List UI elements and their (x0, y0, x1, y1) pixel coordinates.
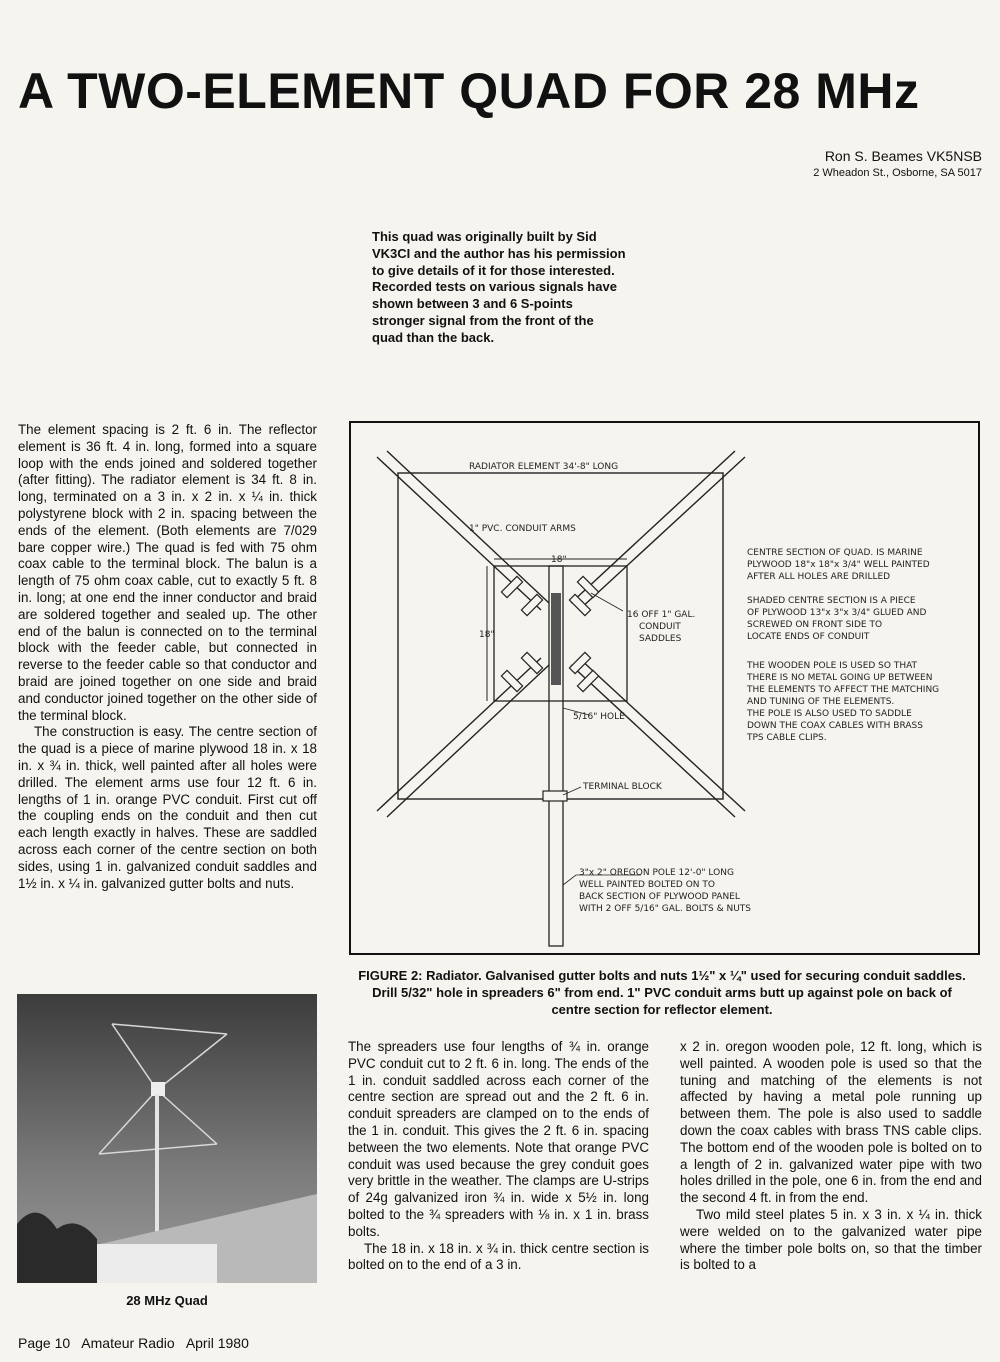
note-line: THERE IS NO METAL GOING UP BETWEEN (747, 673, 933, 683)
paragraph: x 2 in. oregon wooden pole, 12 ft. long, which is well painted. A wooden pole is used so that the tuning and matching of the elements is not affected by having a metal pole running up between them. The pole is also used to saddle down the coax cables with brass TNS cable clips. The bottom end of the wooden pole is bolted on to a length of 2 in. galvanized water pipe with two holes drilled in the pole, one 6 in. from the end and the second 4 ft. in from the end. (680, 1039, 982, 1206)
photo-image (17, 994, 317, 1283)
conduit-saddles (501, 576, 598, 691)
page-number: Page 10 (18, 1335, 71, 1351)
note-line: WITH 2 OFF 5/16" GAL. BOLTS & NUTS (579, 904, 751, 914)
quad-diagram (351, 423, 982, 957)
note-line: CENTRE SECTION OF QUAD. IS MARINE (747, 548, 923, 558)
label-radiator: RADIATOR ELEMENT 34'-8" LONG (469, 462, 619, 472)
note-line: AFTER ALL HOLES ARE DRILLED (747, 572, 891, 582)
note-line: THE POLE IS ALSO USED TO SADDLE (747, 709, 912, 719)
note-line: LOCATE ENDS OF CONDUIT (747, 632, 870, 642)
antenna-photo (17, 994, 317, 1283)
label-hole: 5/16" HOLE (573, 712, 625, 722)
note-centre-section (747, 548, 930, 582)
body-column-1 (18, 422, 317, 892)
note-line: THE WOODEN POLE IS USED SO THAT (747, 661, 918, 671)
figure-diagram (349, 421, 980, 955)
paragraph: The construction is easy. The centre section of the quad is a piece of marine plywood 18 in. x 18 in. x ¾ in. thick, well painted after all holes were drilled. The element arms use four 12 ft. 6 in. lengths of 1 in. orange PVC conduit. First cut off the coupling ends on the conduit and then cut each length exactly in halves. These are saddled across each corner of the centre section on both sides, using 1 in. galvanized conduit saddles and 1½ in. x ¼ in. galvanized gutter bolts and nuts. (18, 724, 317, 891)
note-line: SHADED CENTRE SECTION IS A PIECE (747, 596, 916, 606)
note-line: OF PLYWOOD 13"x 3"x 3/4" GLUED AND (747, 608, 927, 618)
article-title: A TWO-ELEMENT QUAD FOR 28 MHz (18, 63, 920, 119)
leader-lines (563, 593, 641, 885)
note-line: AND TUNING OF THE ELEMENTS. (747, 697, 895, 707)
magazine-name: Amateur Radio (81, 1335, 175, 1351)
figure-caption: FIGURE 2: Radiator. Galvanised gutter bolts and nuts 1½" x ¼" used for securing conduit saddles. Drill 5/32" hole in spreaders 6" from end. 1" PVC conduit arms butt up against pole on back of centre section for reflector element. (358, 968, 966, 1017)
label-height: 18" (479, 630, 495, 640)
note-line: PLYWOOD 18"x 18"x 3/4" WELL PAINTED (747, 560, 930, 570)
note-line: 3"x 2" OREGON POLE 12'-0" LONG (579, 868, 734, 878)
page-footer (18, 1335, 257, 1351)
paragraph: The 18 in. x 18 in. x ¾ in. thick centre section is bolted on to the end of a 3 in. (348, 1240, 649, 1273)
label-arms: 1" PVC. CONDUIT ARMS (469, 524, 576, 534)
paragraph: The spreaders use four lengths of ¾ in. orange PVC conduit cut to 2 ft. 6 in. long. The ends of the 1 in. conduit saddled across each corner of the centre section are spread out and the 2 ft. 6 in. conduit spreaders are clamped on to the ends of the 1 in. conduit. This gives the 2 ft. 6 in. spacing between the two elements. Note that orange PVC conduit was used because the grey conduit goes very brittle in the weather. The clamps are U-strips of 24g galvanized iron ¾ in. wide x 5½ in. long bolted to the ¾ spreaders with ⅛ in. x 1 in. brass bolts. (348, 1039, 649, 1239)
shaded-strip (551, 593, 561, 685)
note-shaded-section (747, 596, 927, 642)
intro-paragraph: This quad was originally built by Sid VK3CI and the author has his permission to give details of it for those interested. Recorded tests on various signals have shown between 3 and 6 S-points stronger signal from the front of the quad than the back. (372, 229, 626, 345)
author-address: 2 Wheadon St., Osborne, SA 5017 (813, 167, 982, 179)
note-line: TPS CABLE CLIPS. (747, 733, 827, 743)
photo-caption: 28 MHz Quad (126, 1293, 208, 1308)
body-column-2 (348, 1039, 649, 1274)
paragraph: Two mild steel plates 5 in. x 3 in. x ¼ in. thick were welded on to the galvanized water pipe where the timber pole bolts on, so that the timber is bolted to a (680, 1206, 982, 1273)
note-line: SCREWED ON FRONT SIDE TO (747, 620, 883, 630)
label-saddles: CONDUIT (639, 622, 681, 632)
paragraph: The element spacing is 2 ft. 6 in. The reflector element is 36 ft. 4 in. long, formed into a square loop with the ends joined and soldered together (after fitting). The radiator element is 34 ft. 8 in. long, terminated on a 3 in. x 2 in. x ¼ in. thick polystyrene block with 2 in. spacing between the ends of the element. (Both elements are 7/029 bare copper wire.) The quad is fed with 75 ohm coax cable to the terminal block. The balun is a length of 75 ohm coax cable, cut to exactly 5 ft. 8 in. long; at one end the inner conductor and braid are soldered together and sealed up. The other end of the balun is connected on to the terminal block with the feeder cable, but connected in reverse to the feeder cable so that conductor and braid are joined together on one side and braid and conductor joined together on the other side of the terminal block. (18, 422, 317, 723)
label-width: 18" (551, 555, 567, 565)
note-line: THE ELEMENTS TO AFFECT THE MATCHING (747, 685, 940, 695)
terminal-block (543, 791, 567, 801)
label-saddles: SADDLES (639, 634, 682, 644)
note-line: WELL PAINTED BOLTED ON TO (579, 880, 715, 890)
note-line: DOWN THE COAX CABLES WITH BRASS (747, 721, 923, 731)
body-column-3 (680, 1039, 982, 1274)
note-oregon-pole (579, 868, 751, 914)
label-saddles: 16 OFF 1" GAL. (627, 610, 696, 620)
note-line: BACK SECTION OF PLYWOOD PANEL (579, 892, 740, 902)
issue-date: April 1980 (185, 1335, 249, 1351)
label-terminal: TERMINAL BLOCK (583, 782, 662, 792)
note-wooden-pole (746, 661, 939, 743)
author-name: Ron S. Beames VK5NSB (824, 148, 982, 164)
